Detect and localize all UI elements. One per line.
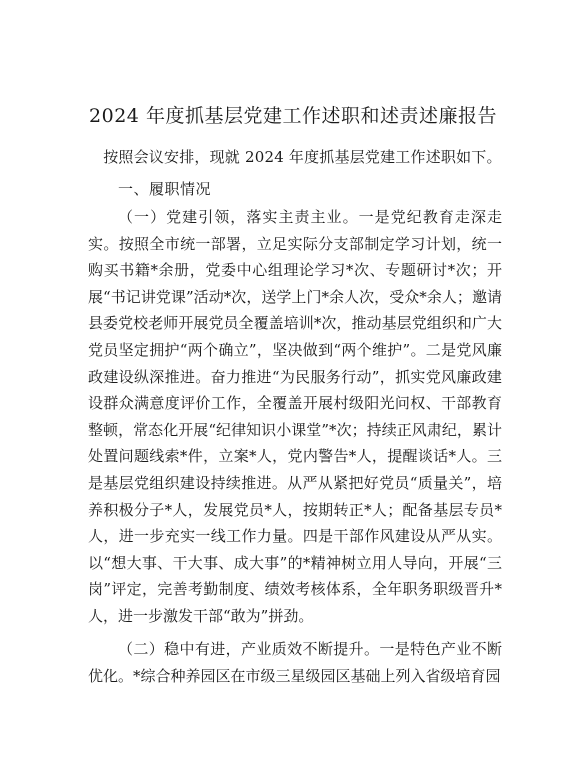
- section-heading: 一、履职情况: [118, 180, 212, 198]
- body-paragraph-2: （二）稳中有进，产业质效不断提升。一是特色产业不断优化。*综合种养园区在市级三星级园区基础上列入省级培育园: [88, 640, 502, 685]
- intro-paragraph: 按照会议安排，现就 2024 年度抓基层党建工作述职如下。: [88, 148, 502, 166]
- body-paragraph-1: （一）党建引领，落实主责主业。一是党纪教育走深走实。按照全市统一部署，立足实际分支部制定学习计划，统一购买书籍*余册，党委中心组理论学习*次、专题研讨*次；开展“书记讲党课”活动*次，送学上门*余人次，受众*余人；邀请县委党校老师开展党员全覆盖培训*次，推动基层党组织和广大党员坚定拥护“两个确立”，坚决做到“两个维护”。二是党风廉政建设纵深推进。奋力推进“为民服务行动”，抓实党风廉政建设群众满意度评价工作，全覆盖开展村级阳光问权、干部教育整顿，常态化开展“纪律知识小课堂”*次；持续正风肃纪，累计处置问题线索*件，立案*人，党内警告*人，提醒谈话*人。三是基层党组织建设持续推进。从严从紧把好党员“质量关”，培养积极分子*人，发展党员*人，按期转正*人；配备基层专员*人，进一步充实一线工作力量。四是干部作风建设从严从实。以“想大事、干大事、成大事”的*精神树立用人导向，开展“三岗”评定，完善考勤制度、绩效考核体系，全年职务职级晋升*人，进一步激发干部“敢为”拼劲。: [88, 208, 502, 625]
- document-title: 2024 年度抓基层党建工作述职和述责述廉报告: [89, 105, 497, 127]
